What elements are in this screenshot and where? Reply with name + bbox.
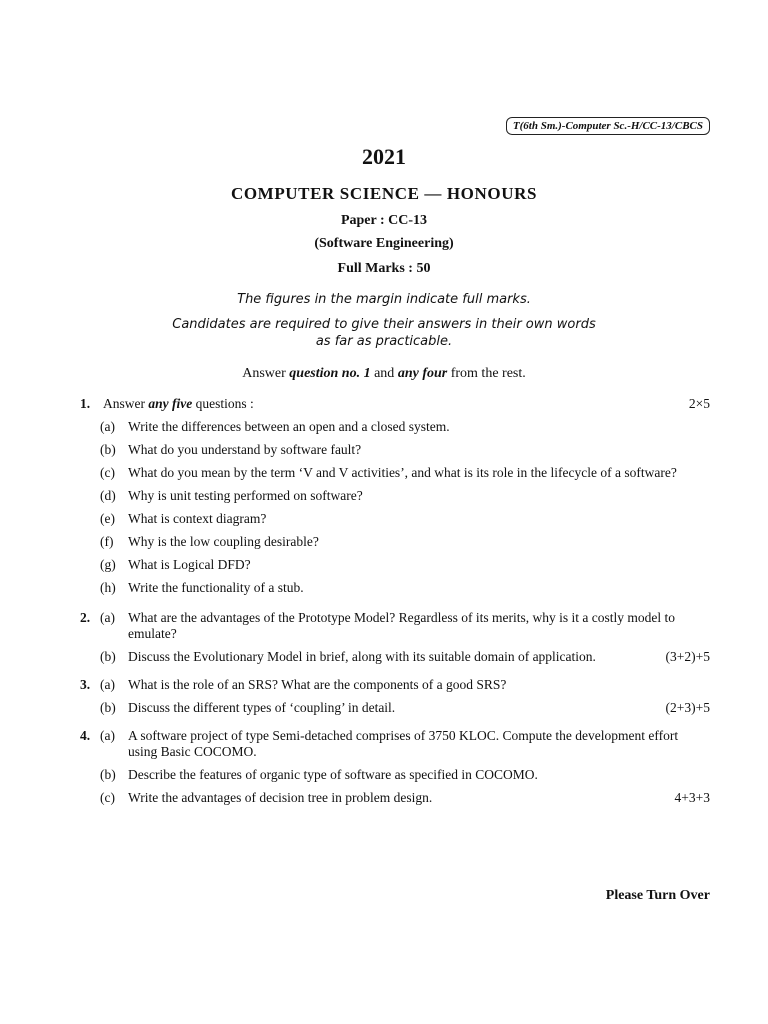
note-margin-marks: The figures in the margin indicate full marks. — [237, 292, 531, 307]
stem-post: questions : — [192, 396, 254, 411]
question-part — [80, 534, 710, 550]
question-number: 2. — [80, 610, 91, 625]
part-text: Discuss the Evolutionary Model in brief, along with its suitable domain of application. — [128, 649, 596, 664]
instruction-em-question: question no. 1 — [289, 366, 371, 381]
part-label: (b) — [100, 649, 116, 664]
part-text: Write the functionality of a stub. — [128, 580, 304, 595]
part-text: What is the role of an SRS? What are the components of a good SRS? — [128, 677, 507, 692]
question-part — [80, 728, 710, 760]
question-4 — [80, 728, 710, 806]
question-marks: 2×5 — [688, 396, 710, 411]
question-part — [80, 767, 710, 783]
question-part — [80, 511, 710, 527]
part-text: A software project of type Semi-detached comprises of 3750 KLOC. Compute the development effort using Basic COCOMO. — [128, 728, 679, 759]
instruction-em-four: any four — [397, 366, 448, 381]
part-text: Discuss the different types of ‘coupling’ in detail. — [128, 700, 396, 715]
question-1 — [80, 396, 710, 596]
question-part — [80, 442, 710, 458]
question-part — [80, 677, 710, 693]
questions-section — [80, 396, 710, 815]
part-label: (e) — [100, 511, 115, 526]
part-text: Why is unit testing performed on software? — [128, 488, 363, 503]
paper-topic: (Software Engineering) — [314, 236, 454, 251]
part-text: Describe the features of organic type of software as specified in COCOMO. — [128, 767, 538, 782]
part-label: (b) — [100, 700, 116, 715]
part-label: (c) — [100, 790, 115, 805]
part-text: What is Logical DFD? — [128, 557, 251, 572]
exam-year: 2021 — [362, 144, 406, 169]
question-number: 1. — [80, 396, 91, 411]
instruction-pre: Answer — [242, 366, 290, 381]
question-part — [80, 649, 710, 665]
part-text: What do you understand by software fault? — [128, 442, 362, 457]
question-marks: (2+3)+5 — [665, 700, 710, 715]
question-part — [80, 488, 710, 504]
instruction-post: from the rest. — [447, 366, 526, 381]
instruction-line — [0, 366, 768, 382]
question-number: 4. — [80, 728, 91, 743]
question-part — [80, 700, 710, 716]
question-3 — [80, 677, 710, 716]
stem-pre: Answer — [103, 396, 149, 411]
please-turn-over: Please Turn Over — [605, 888, 710, 903]
part-label: (h) — [100, 580, 116, 595]
paper-code: Paper : CC-13 — [340, 213, 428, 228]
part-text: Write the advantages of decision tree in problem design. — [128, 790, 433, 805]
question-part — [80, 790, 710, 806]
question-1-stem — [103, 396, 254, 412]
part-label: (f) — [100, 534, 114, 549]
part-label: (b) — [100, 767, 116, 782]
paper-code-box: T(6th Sm.)-Computer Sc.-H/CC-13/CBCS — [506, 117, 710, 135]
question-part — [80, 465, 710, 481]
part-text: Write the differences between an open and a closed system. — [128, 419, 450, 434]
part-label: (c) — [100, 465, 115, 480]
question-number: 3. — [80, 677, 91, 692]
question-part — [80, 610, 710, 642]
question-part — [80, 419, 710, 435]
note-own-words: Candidates are required to give their answers in their own words — [172, 317, 596, 332]
question-1-header — [80, 396, 710, 412]
part-label: (a) — [100, 728, 115, 743]
part-text: What are the advantages of the Prototype Model? Regardless of its merits, why is it a costly model to emulate? — [128, 610, 675, 641]
part-label: (a) — [100, 610, 115, 625]
part-text: What is context diagram? — [128, 511, 267, 526]
part-text: What do you mean by the term ‘V and V activities’, and what is its role in the lifecycle of a software? — [128, 465, 677, 480]
note-practicable: as far as practicable. — [315, 334, 453, 349]
instruction-mid: and — [370, 366, 398, 381]
subject-title: COMPUTER SCIENCE — HONOURS — [230, 184, 538, 203]
part-text: Why is the low coupling desirable? — [128, 534, 319, 549]
question-marks: 4+3+3 — [674, 790, 710, 805]
part-label: (d) — [100, 488, 116, 503]
full-marks: Full Marks : 50 — [337, 261, 431, 276]
question-part — [80, 580, 710, 596]
stem-em: any five — [148, 396, 193, 411]
part-label: (b) — [100, 442, 116, 457]
part-label: (g) — [100, 557, 116, 572]
part-label: (a) — [100, 677, 115, 692]
question-part — [80, 557, 710, 573]
question-marks: (3+2)+5 — [665, 649, 710, 664]
question-2 — [80, 610, 710, 665]
part-label: (a) — [100, 419, 115, 434]
